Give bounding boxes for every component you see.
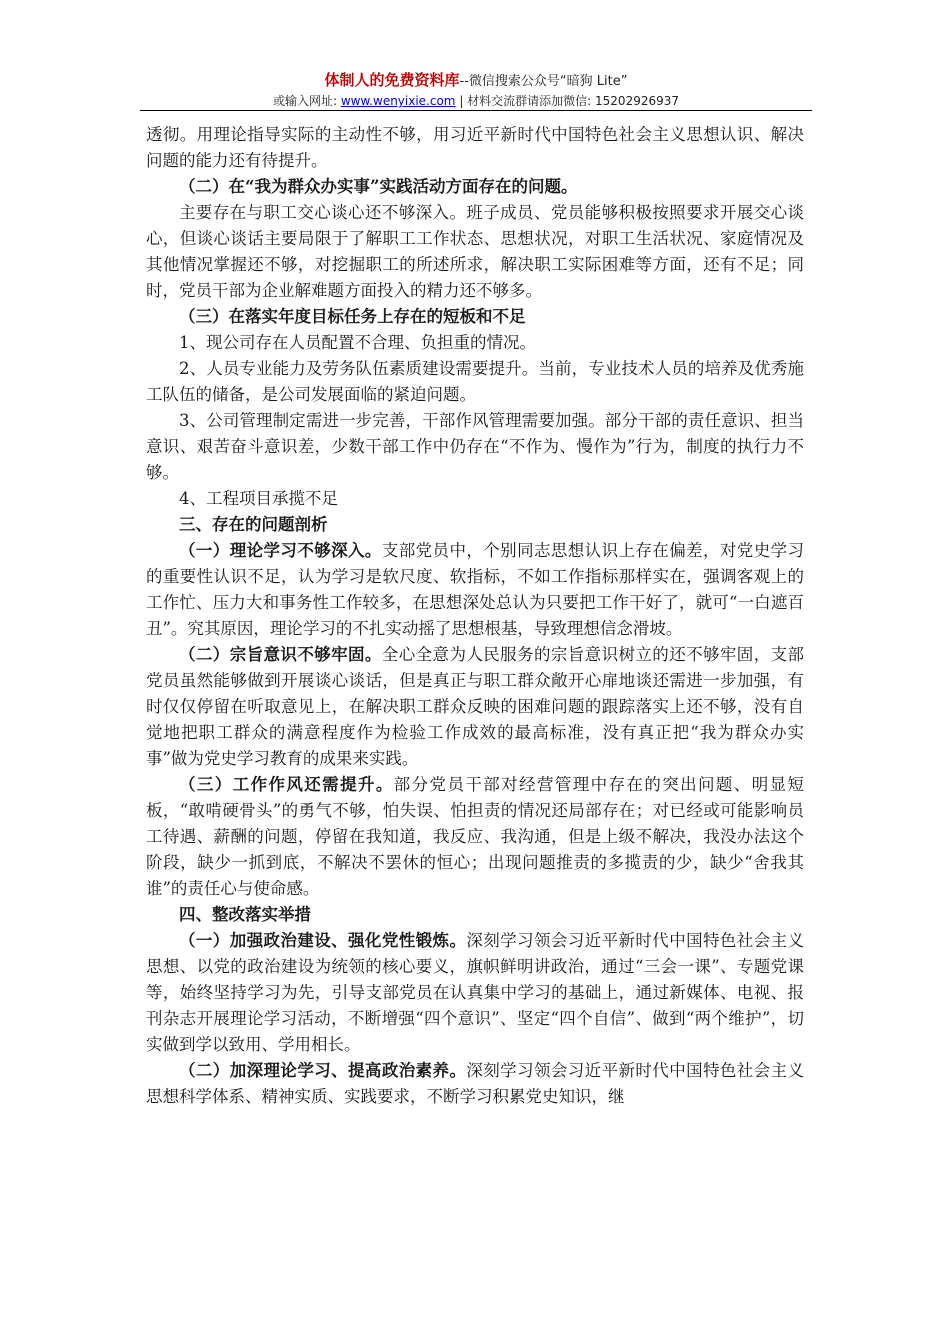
- paragraph-lead: （一）理论学习不够深入。: [179, 541, 382, 560]
- chapter-heading: 三、存在的问题剖析: [179, 515, 328, 534]
- lead-paragraph: [146, 772, 804, 902]
- header-url-link[interactable]: www.wenyixie.com: [340, 94, 456, 108]
- list-item: 4、工程项目承揽不足: [179, 489, 338, 508]
- paragraph-continuation: 透彻。用理论指导实际的主动性不够，用习近平新时代中国特色社会主义思想认识、解决问题的能力还有待提升。: [146, 125, 804, 170]
- paragraph-text: 支部党员中，个别同志思想认识上存在偏差，对党史学习的重要性认识不足，认为学习是软尺度、软指标，不如工作指标那样实在，强调客观上的工作忙、压力大和事务性工作较多，在思想深处总认为只要把工作干好了，就可“一白遮百丑”。究其原因，理论学习的不扎实动摇了思想根基，导致理想信念滑坡。: [146, 541, 805, 638]
- list-item: 1、现公司存在人员配置不合理、负担重的情况。: [179, 333, 536, 352]
- paragraph-lead: （一）加强政治建设、强化党性锻炼。: [179, 931, 467, 950]
- lead-paragraph: [146, 538, 804, 642]
- header-contact: | 材料交流群请添加微信: 15202926937: [455, 94, 680, 108]
- list-item: 3、公司管理制定需进一步完善，干部作风管理需要加强。部分干部的责任意识、担当意识、艰苦奋斗意识差，少数干部工作中仍存在“不作为、慢作为”行为，制度的执行力不够。: [146, 411, 804, 482]
- list-item: 2、人员专业能力及劳务队伍素质建设需要提升。当前，专业技术人员的培养及优秀施工队伍的储备，是公司发展面临的紧迫问题。: [146, 359, 804, 404]
- paragraph-text: 深刻学习领会习近平新时代中国特色社会主义思想科学体系、精神实质、实践要求，不断学习积累党史知识，继: [146, 1061, 805, 1106]
- paragraph-text: 部分党员干部对经营管理中存在的突出问题、明显短板，“敢啃硬骨头”的勇气不够，怕失误、怕担责的情况还局部存在；对已经或可能影响员工待遇、薪酬的问题，停留在我知道，我反应、我沟通，但是上级不解决，我没办法这个阶段，缺少一抓到底，不解决不罢休的恒心；出现问题推责的多揽责的少，缺少“舍我其谁”的责任心与使命感。: [146, 775, 805, 898]
- section-heading: （三）在落实年度目标任务上存在的短板和不足: [179, 307, 526, 326]
- paragraph-lead: （二）宗旨意识不够牢固。: [179, 645, 382, 664]
- paragraph-lead: （二）加深理论学习、提高政治素养。: [179, 1061, 467, 1080]
- paragraph-text: 全心全意为人民服务的宗旨意识树立的还不够牢固，支部党员虽然能够做到开展谈心谈话，但是真正与职工群众敞开心扉地谈还需进一步加强，有时仅仅停留在听取意见上，在解决职工群众反映的困难问题的跟踪落实上还不够，没有自觉地把职工群众的满意程度作为检验工作成效的最高标准，没有真正把“我为群众办实事”做为党史学习教育的成果来实践。: [146, 645, 805, 768]
- lead-paragraph: [146, 642, 804, 772]
- paragraph-lead: （三）工作作风还需提升。: [179, 775, 394, 794]
- body-paragraph: 主要存在与职工交心谈心还不够深入。班子成员、党员能够积极按照要求开展交心谈心，但谈心谈话主要局限于了解职工工作状态、思想状况，对职工生活状况、家庭情况及其他情况掌握还不够，对挖掘职工的所述所求，解决职工实际困难等方面，还有不足；同时，党员干部为企业解难题方面投入的精力还不够多。: [146, 203, 804, 300]
- header-line-2: [140, 92, 812, 110]
- header-subtitle: --微信搜索公众号“暗狗 Lite”: [459, 74, 628, 89]
- header-title: 体制人的免费资料库: [324, 71, 460, 89]
- chapter-heading: 四、整改落实举措: [179, 905, 311, 924]
- header-divider: [140, 110, 812, 111]
- header-url-prefix: 或输入网址:: [272, 94, 341, 108]
- paragraph-text: 深刻学习领会习近平新时代中国特色社会主义思想、以党的政治建设为统领的核心要义，旗帜鲜明讲政治，通过“三会一课”、专题党课等，始终坚持学习为先，引导支部党员在认真集中学习的基础上，通过新媒体、电视、报刊杂志开展理论学习活动，不断增强“四个意识”、坚定“四个自信”、做到“两个维护”，切实做到学以致用、学用相长。: [146, 931, 805, 1054]
- document-header: [140, 70, 812, 110]
- section-heading: （二）在“我为群众办实事”实践活动方面存在的问题。: [179, 177, 578, 196]
- document-body: [146, 122, 804, 1110]
- lead-paragraph: [146, 928, 804, 1058]
- header-line-1: [140, 70, 812, 92]
- lead-paragraph: [146, 1058, 804, 1110]
